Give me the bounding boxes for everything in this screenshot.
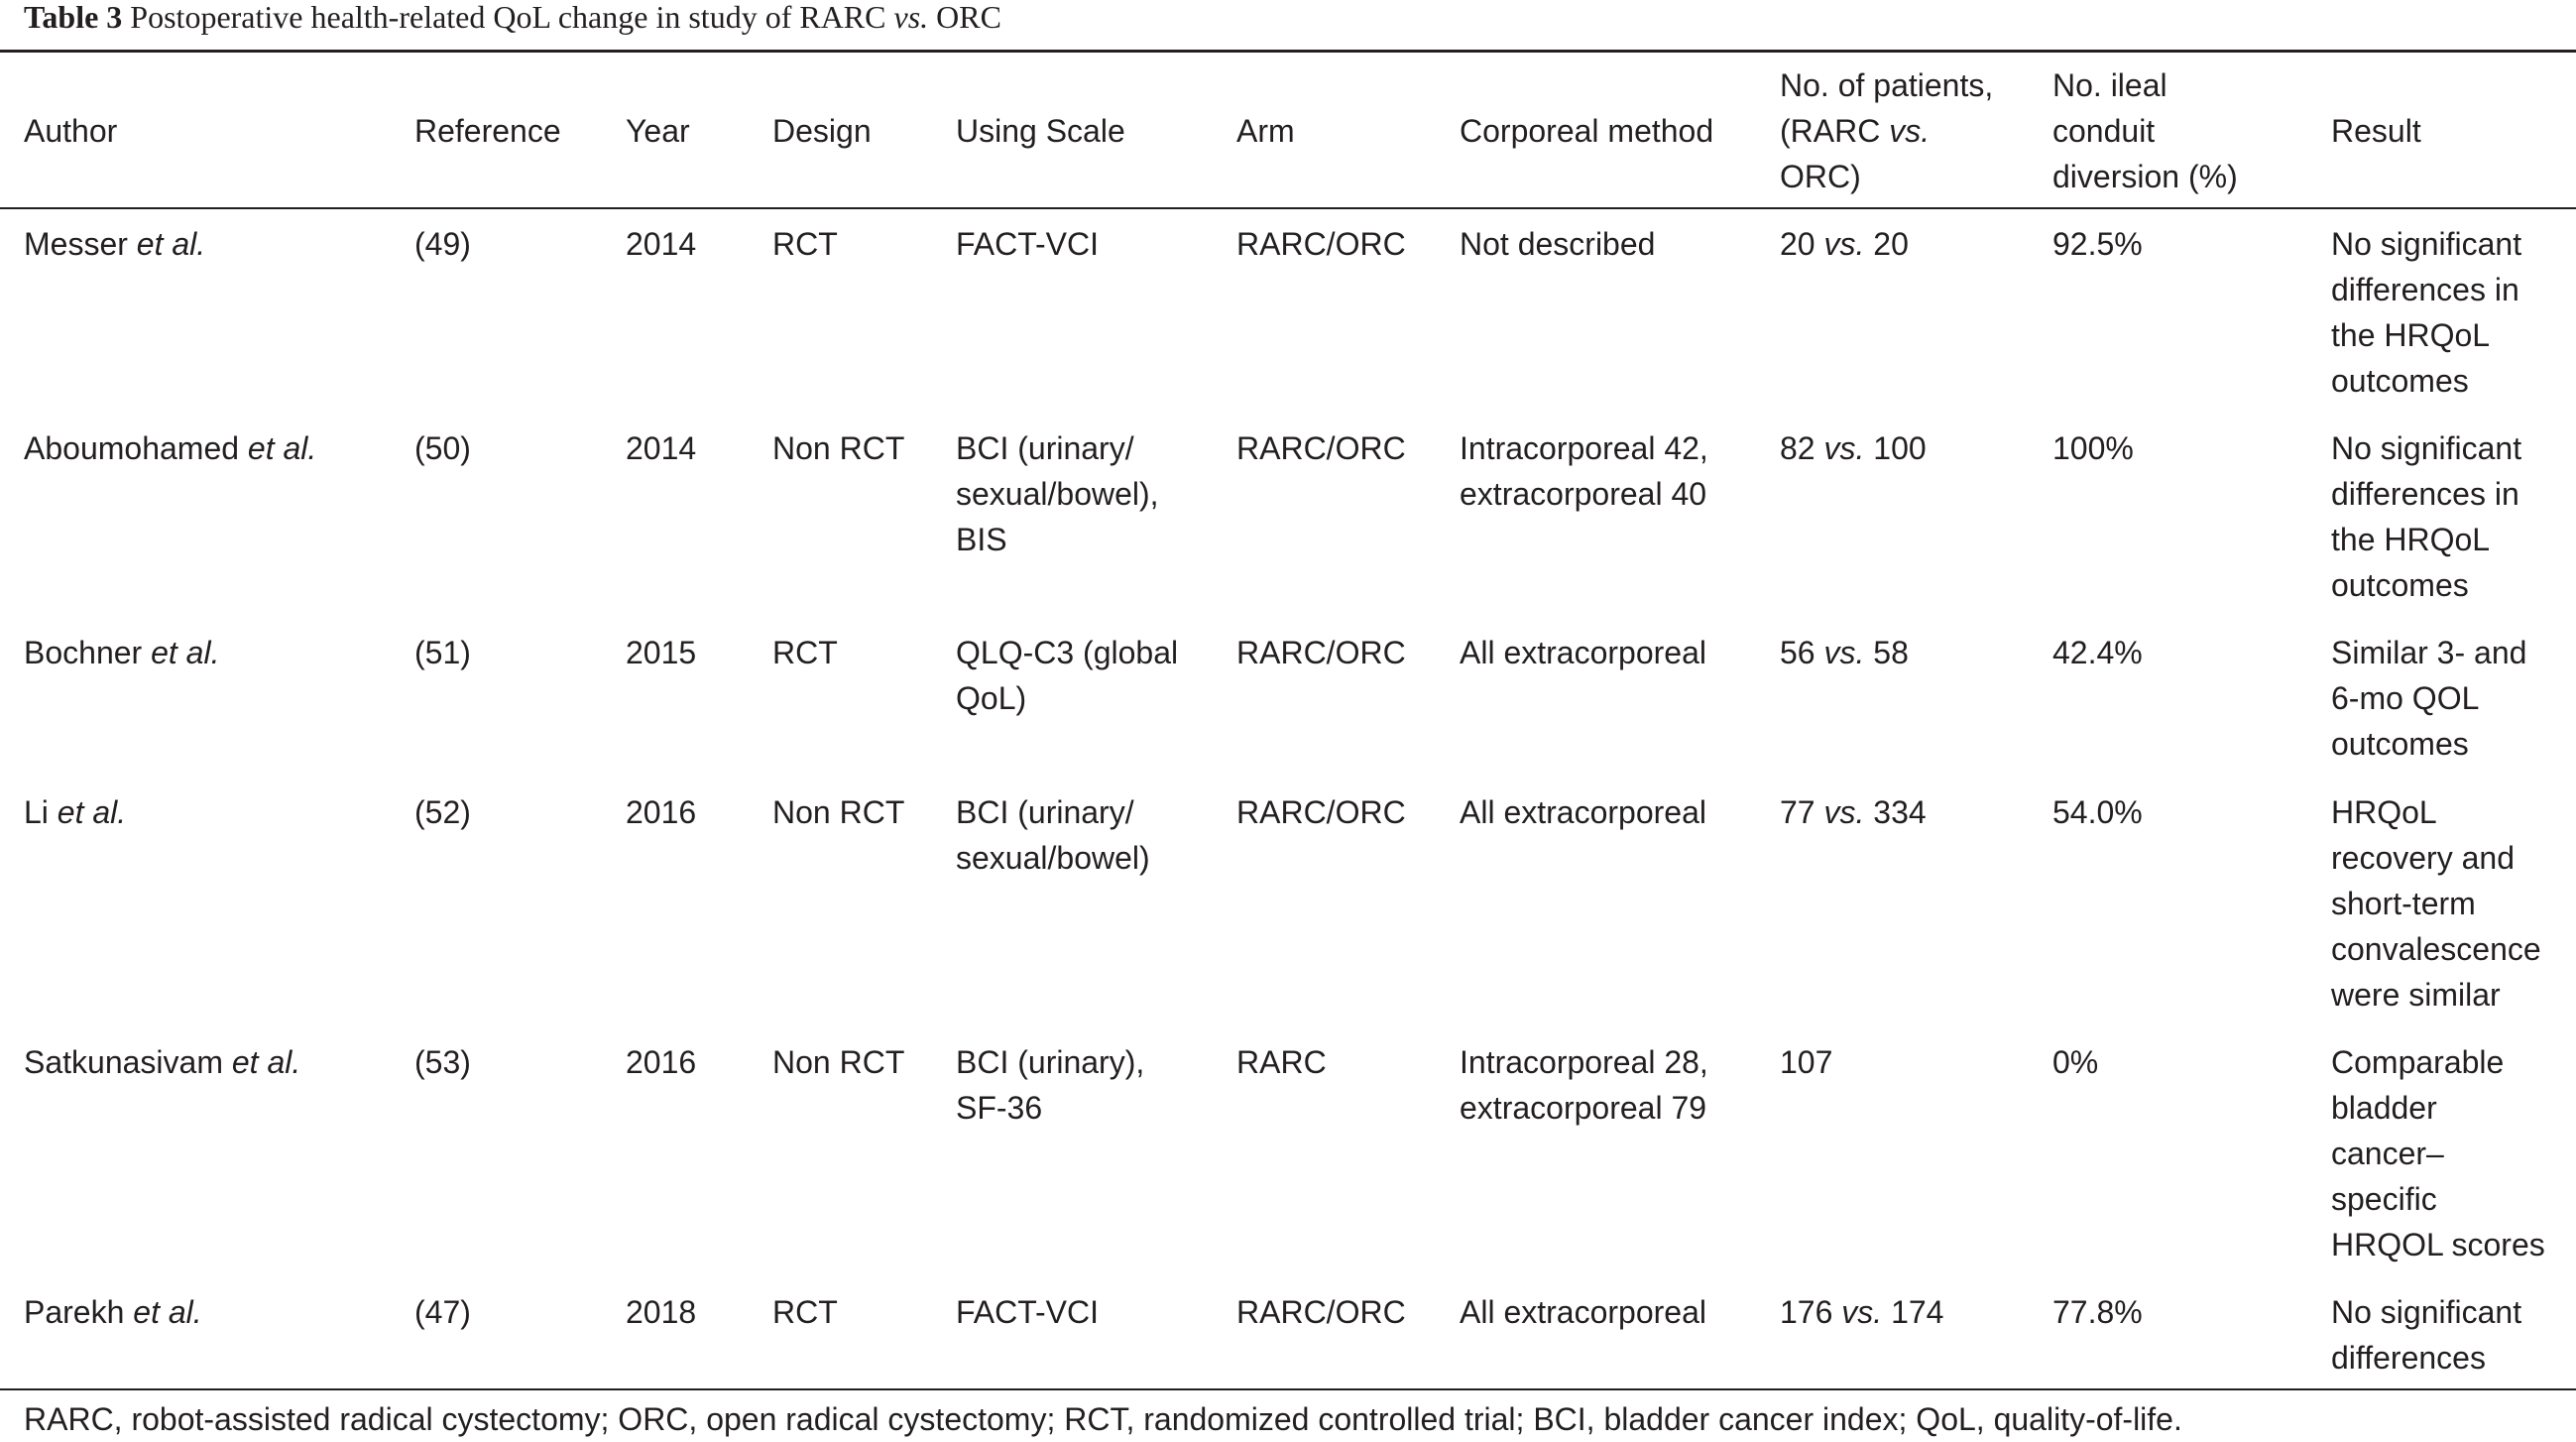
- author-name: Bochner: [24, 635, 143, 670]
- author-etal: et al.: [231, 1044, 301, 1080]
- patients-rarc: 20: [1780, 226, 1824, 262]
- cell-arm: RARC/ORC: [1236, 226, 1406, 262]
- table-bottom-rule: [0, 1388, 2576, 1390]
- author-etal: et al.: [57, 794, 127, 830]
- cell-year: 2014: [626, 430, 697, 466]
- cell-patients: [1780, 630, 1909, 675]
- patients-vs: vs.: [1841, 1294, 1883, 1330]
- header-line: ORC): [1780, 159, 1861, 194]
- cell-scale: [956, 1039, 1144, 1131]
- patients-vs: vs.: [1823, 226, 1865, 262]
- cell-corporeal: [1460, 1039, 1708, 1131]
- cell-year: 2016: [626, 1044, 697, 1080]
- cell-author: [24, 1289, 202, 1335]
- cell-line: extracorporeal 40: [1460, 476, 1707, 512]
- cell-reference: (49): [414, 226, 471, 262]
- patients-vs: vs.: [1823, 794, 1865, 830]
- header-line: diversion (%): [2052, 159, 2238, 194]
- header-design: Design: [772, 113, 872, 149]
- cell-result: [2331, 425, 2521, 608]
- cell-patients: [1780, 425, 1927, 471]
- header-corporeal-method: Corporeal method: [1460, 113, 1714, 149]
- header-year: Year: [626, 113, 690, 149]
- cell-author: [24, 630, 219, 675]
- cell-patients: [1780, 221, 1909, 267]
- patients-vs: vs.: [1823, 635, 1865, 670]
- header-line: No. ileal: [2052, 67, 2167, 103]
- cell-line: differences: [2331, 1340, 2486, 1376]
- header-text: (RARC: [1780, 113, 1890, 149]
- patients-orc: 334: [1864, 794, 1927, 830]
- cell-line: sexual/bowel): [956, 840, 1150, 876]
- cell-arm: RARC/ORC: [1236, 1294, 1406, 1330]
- cell-ileal: 100%: [2052, 430, 2134, 466]
- cell-line: SF-36: [956, 1090, 1043, 1126]
- cell-line: bladder: [2331, 1090, 2437, 1126]
- cell-result: [2331, 630, 2526, 767]
- cell-scale: [956, 630, 1178, 721]
- cell-scale: [956, 789, 1150, 881]
- cell-design: RCT: [772, 1294, 838, 1330]
- cell-line: Intracorporeal 28,: [1460, 1044, 1708, 1080]
- cell-design: Non RCT: [772, 1044, 905, 1080]
- cell-year: 2014: [626, 226, 697, 262]
- cell-line: sexual/bowel),: [956, 476, 1159, 512]
- cell-line: QoL): [956, 680, 1027, 716]
- cell-line: the HRQoL: [2331, 522, 2491, 557]
- cell-reference: (51): [414, 635, 471, 670]
- author-etal: et al.: [136, 226, 206, 262]
- cell-patients: [1780, 789, 1927, 835]
- cell-line: BCI (urinary),: [956, 1044, 1145, 1080]
- cell-result: [2331, 1289, 2521, 1381]
- cell-line: No significant: [2331, 430, 2522, 466]
- cell-author: [24, 789, 126, 835]
- cell-arm: RARC/ORC: [1236, 635, 1406, 670]
- cell-corporeal: [1460, 425, 1708, 517]
- cell-patients: [1780, 1289, 1943, 1335]
- author-etal: et al.: [133, 1294, 202, 1330]
- author-etal: et al.: [151, 635, 220, 670]
- cell-arm: RARC: [1236, 1044, 1327, 1080]
- cell-reference: (52): [414, 794, 471, 830]
- cell-line: QLQ-C3 (global: [956, 635, 1179, 670]
- cell-line: All extracorporeal: [1460, 794, 1706, 830]
- patients-vs: vs.: [1823, 430, 1865, 466]
- cell-line: differences in: [2331, 476, 2519, 512]
- cell-author: [24, 425, 316, 471]
- cell-reference: (53): [414, 1044, 471, 1080]
- cell-ileal: 42.4%: [2052, 635, 2143, 670]
- header-author: Author: [24, 113, 118, 149]
- cell-corporeal: [1460, 789, 1706, 835]
- cell-line: cancer–: [2331, 1136, 2444, 1171]
- cell-design: RCT: [772, 226, 838, 262]
- header-line: [1780, 108, 1993, 154]
- header-no-ileal-conduit: [2052, 62, 2238, 199]
- cell-line: recovery and: [2331, 840, 2515, 876]
- cell-line: No significant: [2331, 1294, 2522, 1330]
- header-reference: Reference: [414, 113, 561, 149]
- cell-line: differences in: [2331, 272, 2519, 307]
- cell-result: [2331, 221, 2521, 404]
- cell-line: 6-mo QOL: [2331, 680, 2480, 716]
- cell-ileal: 92.5%: [2052, 226, 2143, 262]
- cell-reference: (50): [414, 430, 471, 466]
- patients-rarc: 176: [1780, 1294, 1842, 1330]
- header-using-scale: Using Scale: [956, 113, 1125, 149]
- cell-line: extracorporeal 79: [1460, 1090, 1707, 1126]
- cell-line: HRQoL: [2331, 794, 2437, 830]
- cell-line: All extracorporeal: [1460, 1294, 1706, 1330]
- header-vs: vs.: [1889, 113, 1931, 149]
- cell-line: FACT-VCI: [956, 1294, 1100, 1330]
- cell-line: short-term: [2331, 886, 2476, 921]
- cell-ileal: 0%: [2052, 1044, 2099, 1080]
- cell-line: BCI (urinary/: [956, 430, 1134, 466]
- author-etal: et al.: [247, 430, 317, 466]
- table-top-rule: [0, 50, 2576, 53]
- cell-corporeal: [1460, 630, 1706, 675]
- cell-line: Intracorporeal 42,: [1460, 430, 1708, 466]
- cell-line: FACT-VCI: [956, 226, 1100, 262]
- cell-line: outcomes: [2331, 363, 2469, 399]
- cell-ileal: 77.8%: [2052, 1294, 2143, 1330]
- table-footnote: RARC, robot-assisted radical cystectomy; ORC, open radical cystectomy; RCT, randomized controlled trial; BCI, bladder cancer index; QoL, quality-of-life.: [24, 1401, 2182, 1437]
- header-line: conduit: [2052, 113, 2156, 149]
- cell-line: Comparable: [2331, 1044, 2505, 1080]
- patients-orc: 20: [1864, 226, 1909, 262]
- table-label: Table 3: [24, 0, 123, 35]
- cell-line: BIS: [956, 522, 1007, 557]
- patients-orc: 100: [1864, 430, 1927, 466]
- cell-scale: [956, 425, 1159, 562]
- caption-text-end: ORC: [928, 0, 1001, 35]
- cell-line: outcomes: [2331, 726, 2469, 762]
- caption-vs: vs.: [893, 0, 929, 35]
- author-name: Messer: [24, 226, 128, 262]
- cell-patients: [1780, 1039, 1832, 1085]
- cell-line: specific: [2331, 1181, 2437, 1217]
- header-arm: Arm: [1236, 113, 1295, 149]
- cell-corporeal: [1460, 221, 1655, 267]
- table-header-rule: [0, 207, 2576, 209]
- patients-rarc: 107: [1780, 1044, 1833, 1080]
- cell-arm: RARC/ORC: [1236, 794, 1406, 830]
- patients-rarc: 77: [1780, 794, 1824, 830]
- author-name: Aboumohamed: [24, 430, 240, 466]
- cell-line: HRQOL scores: [2331, 1227, 2545, 1262]
- cell-design: Non RCT: [772, 794, 905, 830]
- cell-line: outcomes: [2331, 567, 2469, 603]
- cell-result: [2331, 1039, 2545, 1267]
- cell-scale: [956, 1289, 1099, 1335]
- cell-line: the HRQoL: [2331, 317, 2491, 353]
- table-caption: [24, 0, 1001, 34]
- cell-year: 2018: [626, 1294, 697, 1330]
- cell-line: were similar: [2331, 977, 2501, 1013]
- cell-line: No significant: [2331, 226, 2522, 262]
- cell-reference: (47): [414, 1294, 471, 1330]
- cell-year: 2015: [626, 635, 697, 670]
- cell-line: BCI (urinary/: [956, 794, 1134, 830]
- cell-design: RCT: [772, 635, 838, 670]
- cell-line: Not described: [1460, 226, 1656, 262]
- cell-scale: [956, 221, 1099, 267]
- author-name: Li: [24, 794, 49, 830]
- header-no-of-patients: [1780, 62, 1993, 199]
- caption-text: Postoperative health-related QoL change in study of RARC: [130, 0, 894, 35]
- cell-result: [2331, 789, 2541, 1018]
- cell-line: convalescence: [2331, 931, 2541, 967]
- cell-line: Similar 3- and: [2331, 635, 2527, 670]
- patients-rarc: 56: [1780, 635, 1824, 670]
- cell-design: Non RCT: [772, 430, 905, 466]
- patients-rarc: 82: [1780, 430, 1824, 466]
- author-name: Satkunasivam: [24, 1044, 223, 1080]
- patients-orc: 174: [1882, 1294, 1944, 1330]
- cell-ileal: 54.0%: [2052, 794, 2143, 830]
- cell-author: [24, 1039, 300, 1085]
- cell-arm: RARC/ORC: [1236, 430, 1406, 466]
- cell-year: 2016: [626, 794, 697, 830]
- author-name: Parekh: [24, 1294, 125, 1330]
- cell-author: [24, 221, 205, 267]
- patients-orc: 58: [1864, 635, 1909, 670]
- header-result: Result: [2331, 113, 2421, 149]
- cell-corporeal: [1460, 1289, 1706, 1335]
- header-line: No. of patients,: [1780, 67, 1994, 103]
- cell-line: All extracorporeal: [1460, 635, 1706, 670]
